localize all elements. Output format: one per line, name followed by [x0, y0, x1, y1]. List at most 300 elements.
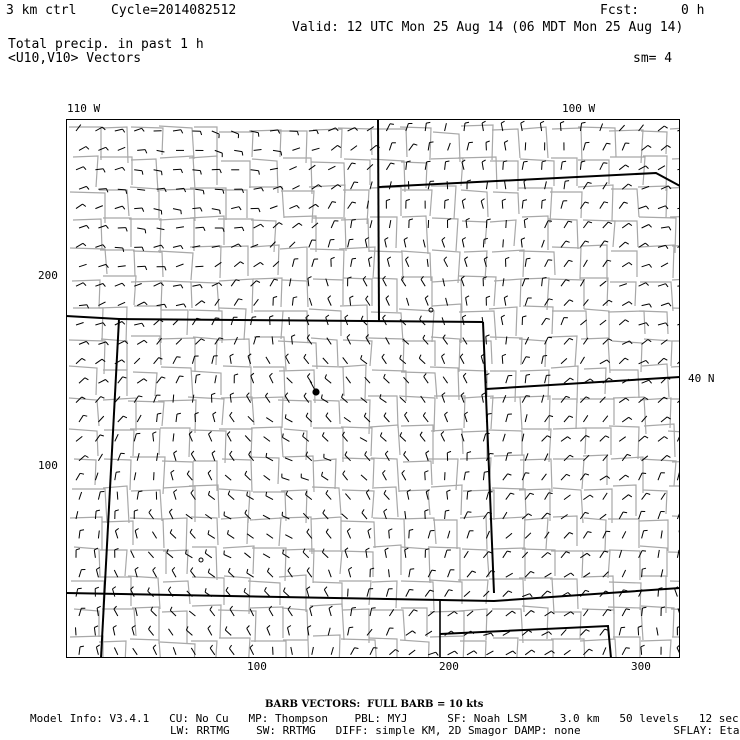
county-border-segment — [459, 311, 496, 340]
wind-barb — [564, 533, 573, 539]
county-border-segment — [192, 577, 224, 605]
wind-barb — [409, 650, 415, 655]
wind-barb — [386, 589, 392, 597]
wind-barb — [154, 245, 164, 248]
wind-barb — [134, 472, 136, 480]
county-border-segment — [311, 338, 338, 366]
wind-barb — [583, 142, 589, 150]
wind-barb — [386, 296, 390, 306]
county-border-segment — [254, 337, 286, 370]
wind-barb — [114, 606, 118, 616]
county-border-segment — [72, 280, 100, 308]
wind-barb — [442, 354, 445, 364]
wind-barb — [230, 606, 234, 616]
wind-barb — [173, 285, 183, 289]
county-border-segment — [103, 398, 136, 431]
wind-barb — [76, 549, 80, 558]
wind-barb — [79, 341, 89, 344]
wind-barb — [443, 377, 448, 384]
county-border-segment — [129, 219, 161, 253]
wind-barb — [76, 436, 82, 441]
wind-barb — [407, 298, 409, 306]
county-border-segment — [431, 429, 463, 454]
wind-barb — [409, 219, 413, 228]
county-border-segment — [608, 607, 643, 640]
wind-barb — [370, 608, 376, 616]
county-border-segment — [313, 279, 343, 305]
border-montana-wyoming-left — [66, 316, 119, 319]
wind-barb — [173, 647, 176, 655]
wind-barb — [98, 147, 108, 150]
county-border-segment — [313, 428, 343, 462]
wind-barb — [464, 122, 469, 131]
wind-barb — [270, 279, 278, 286]
wind-barb — [351, 220, 356, 229]
border-colorado-new-mexico — [66, 588, 680, 601]
county-border-segment — [339, 581, 371, 605]
wind-barb — [467, 491, 472, 500]
county-border-segment — [159, 126, 194, 159]
wind-barb — [114, 648, 117, 655]
county-border-segment — [342, 490, 374, 518]
wind-barb — [321, 395, 328, 403]
wind-barb — [441, 431, 445, 441]
wind-barb — [322, 432, 328, 441]
wind-barb — [506, 257, 510, 266]
wind-barb — [503, 632, 510, 636]
county-border-segment — [309, 185, 345, 217]
x-tick-200: 200 — [439, 660, 459, 673]
county-border-segment — [248, 581, 280, 605]
wind-barb — [603, 339, 612, 345]
county-border-segment — [282, 608, 308, 640]
wind-barb — [622, 531, 626, 538]
wind-barb — [225, 626, 231, 635]
county-border-segment — [642, 364, 669, 397]
wind-barb — [208, 569, 215, 578]
county-border-segment — [253, 492, 286, 521]
wind-barb — [135, 529, 138, 539]
wind-barb — [95, 206, 102, 209]
county-border-segment — [341, 521, 375, 548]
wind-barb — [79, 570, 85, 578]
wind-barb — [542, 278, 547, 287]
wind-barb — [176, 264, 184, 267]
wind-barb — [212, 209, 220, 215]
wind-barb — [386, 124, 394, 131]
wind-barb — [525, 374, 530, 383]
wind-barb — [447, 181, 448, 189]
wind-barb — [208, 626, 212, 636]
wind-barb — [642, 145, 652, 150]
wind-barb — [619, 627, 625, 635]
county-border-segment — [163, 581, 190, 604]
wind-barb — [467, 452, 471, 461]
county-border-segment — [458, 370, 487, 397]
wind-barb — [564, 300, 573, 306]
wind-barb — [445, 550, 451, 558]
wind-barb — [486, 651, 493, 655]
wind-barb — [361, 355, 367, 364]
wind-barb — [205, 514, 212, 519]
wind-barb — [406, 199, 410, 208]
wind-barb — [113, 626, 116, 636]
wind-barb — [506, 493, 515, 500]
wind-barb — [174, 490, 177, 500]
county-border-segment — [74, 547, 100, 577]
wind-barb — [326, 413, 331, 422]
wind-barb — [545, 375, 551, 383]
wind-barb — [505, 181, 506, 189]
county-border-segment — [610, 282, 636, 306]
wind-barb — [254, 337, 260, 345]
wind-barb — [118, 228, 127, 232]
wind-barb — [292, 259, 298, 267]
wind-barb — [134, 247, 143, 251]
wind-barb — [600, 397, 606, 403]
county-border-segment — [131, 490, 162, 521]
wind-barb — [462, 199, 465, 209]
wind-barb — [642, 416, 647, 422]
wind-barb — [186, 550, 193, 558]
wind-barb — [428, 652, 438, 655]
wind-barb — [525, 571, 534, 577]
county-border-segment — [69, 429, 98, 456]
wind-barb — [265, 587, 271, 596]
county-border-segment — [612, 341, 642, 372]
wind-barb — [506, 376, 512, 384]
wind-barb — [76, 397, 85, 403]
wind-barb — [461, 276, 464, 286]
county-border-segment — [224, 576, 250, 614]
wind-barb — [329, 570, 332, 578]
wind-barb — [345, 452, 351, 461]
wind-barb — [215, 375, 217, 383]
county-border-segment — [222, 459, 252, 492]
wind-barb — [176, 227, 184, 228]
county-border-segment — [163, 518, 187, 554]
wind-barb — [208, 491, 214, 500]
wind-barb — [98, 416, 103, 422]
wind-barb — [189, 611, 195, 616]
wind-barb — [289, 242, 295, 248]
county-border-segment — [580, 399, 614, 425]
wind-barb — [481, 199, 484, 209]
wind-barb — [195, 301, 205, 306]
wind-barb — [404, 238, 408, 248]
wind-barb — [503, 239, 504, 247]
county-border-segment — [578, 160, 609, 184]
wind-barb — [483, 633, 493, 636]
county-border-segment — [460, 516, 487, 549]
wind-barb — [98, 380, 108, 384]
wind-barb — [522, 357, 530, 364]
wind-barb — [137, 228, 146, 233]
county-border-segment — [584, 309, 609, 340]
wind-barb — [347, 528, 350, 538]
wind-barb — [443, 335, 448, 345]
wind-barb — [603, 143, 611, 150]
county-border-segment — [524, 518, 548, 549]
wind-barb — [564, 416, 573, 422]
wind-barb — [234, 299, 242, 306]
wind-barb — [642, 340, 652, 345]
wind-barb — [96, 645, 99, 655]
county-border-segment — [249, 130, 281, 157]
wind-barb — [580, 357, 584, 364]
wind-barb — [208, 530, 215, 538]
wind-barb — [464, 472, 469, 480]
wind-barb — [542, 474, 547, 480]
wind-barb — [486, 141, 490, 150]
county-border-segment — [249, 457, 279, 484]
wind-barb — [443, 278, 445, 286]
wind-barb — [312, 148, 320, 150]
county-border-segment — [554, 612, 581, 639]
wind-barb — [118, 377, 127, 383]
wind-barb — [342, 514, 348, 519]
wind-barb — [285, 458, 292, 461]
county-border-segment — [402, 216, 428, 254]
wind-barb — [580, 161, 585, 170]
wind-barb — [250, 609, 254, 616]
model-info-line-1: Model Info: V3.4.1 CU: No Cu MP: Thompson PBL: MYJ SF: Noah LSM 3.0 km 50 levels 12 sec — [30, 712, 739, 725]
wind-barb — [564, 455, 573, 461]
wind-barb — [234, 227, 244, 231]
wind-barb — [153, 645, 157, 655]
wind-barb — [94, 548, 98, 558]
wind-barb — [525, 414, 527, 422]
county-border-segment — [640, 459, 676, 486]
wind-barb — [464, 591, 470, 596]
wind-barb — [225, 475, 231, 480]
wind-barb — [286, 491, 292, 500]
wind-barb — [215, 228, 224, 232]
county-border-segment — [369, 338, 404, 372]
wind-barb — [267, 568, 273, 577]
county-border-segment — [340, 551, 373, 577]
wind-barb — [525, 611, 534, 617]
county-border-segment — [188, 397, 224, 425]
county-border-segment — [610, 370, 639, 398]
wind-barb — [622, 263, 632, 267]
county-border-segment — [553, 488, 583, 523]
wind-barb — [522, 200, 527, 209]
wind-barb — [270, 130, 280, 134]
wind-barb — [658, 397, 667, 402]
county-border-segment — [283, 456, 314, 492]
wind-barb — [603, 647, 606, 654]
county-border-segment — [283, 640, 309, 658]
county-border-segment — [192, 547, 217, 580]
county-border-segment — [313, 129, 342, 158]
wind-barb — [502, 199, 506, 209]
wind-barb — [486, 335, 490, 345]
wind-barb — [423, 335, 428, 344]
wind-barb — [542, 356, 548, 364]
wind-barb — [580, 397, 589, 403]
county-border-segment — [193, 461, 217, 491]
wind-barb — [224, 551, 231, 558]
wind-barb — [173, 130, 183, 134]
county-border-segment — [669, 187, 680, 217]
wind-barb — [583, 495, 593, 500]
wind-barb — [658, 166, 665, 170]
county-border-segment — [608, 519, 639, 548]
county-border-segment — [523, 306, 553, 334]
county-border-segment — [494, 455, 524, 490]
wind-barb — [464, 551, 468, 558]
wind-barb — [384, 509, 387, 519]
wind-barb — [309, 240, 316, 247]
wind-barb — [288, 606, 292, 616]
wind-barb — [270, 373, 274, 383]
wind-barb — [406, 631, 416, 636]
field-title-vectors: <U10,V10> Vectors — [8, 51, 142, 66]
wind-barb — [154, 209, 162, 215]
wind-barb — [327, 338, 331, 345]
county-border-segment — [430, 367, 459, 400]
county-border-segment — [402, 190, 432, 216]
wind-barb — [270, 206, 278, 209]
wind-barb — [98, 454, 102, 461]
wind-barb — [382, 354, 387, 364]
county-border-segment — [282, 549, 314, 583]
wind-barb — [448, 219, 452, 228]
wind-barb — [506, 220, 507, 228]
wind-barb — [247, 534, 254, 539]
county-border-segment — [461, 190, 488, 217]
wind-barb — [368, 529, 371, 539]
county-border-segment — [102, 609, 136, 636]
wind-barb — [134, 208, 144, 212]
wind-barb — [658, 323, 668, 326]
county-border-segment — [253, 278, 282, 307]
county-border-segment — [103, 276, 136, 305]
county-border-segment — [249, 187, 284, 218]
wind-barb — [157, 377, 166, 383]
wind-barb — [322, 549, 328, 558]
wind-barb — [369, 257, 373, 267]
county-border-segment — [160, 189, 195, 221]
wind-barb — [289, 278, 291, 286]
county-border-segment — [489, 517, 525, 548]
wind-barb — [345, 494, 350, 500]
wind-barb — [504, 296, 508, 306]
wind-barb — [137, 189, 145, 190]
wind-barb — [401, 276, 405, 286]
wind-barb — [619, 165, 629, 170]
wind-barb — [542, 436, 551, 442]
wind-barb — [347, 334, 351, 344]
wind-barb — [152, 532, 156, 539]
wind-barb — [658, 437, 668, 442]
wind-barb — [76, 473, 84, 480]
county-border-segment — [219, 638, 250, 658]
wind-barb — [94, 626, 98, 636]
county-border-segment — [223, 546, 254, 574]
county-borders — [69, 125, 680, 658]
wind-barb — [400, 432, 406, 441]
wind-barb — [600, 163, 608, 170]
wind-barb — [447, 490, 451, 500]
wind-barb — [288, 626, 291, 636]
county-border-segment — [250, 518, 281, 546]
wind-barb — [118, 302, 125, 305]
x-tick-300: 300 — [631, 660, 651, 673]
county-border-segment — [519, 640, 553, 658]
county-border-segment — [69, 366, 97, 395]
wind-barb — [564, 338, 573, 344]
county-border-segment — [219, 429, 252, 459]
wind-barb — [190, 529, 195, 538]
wind-barb — [564, 181, 569, 190]
wind-barb — [304, 354, 309, 364]
county-border-segment — [492, 129, 520, 158]
valid-time: Valid: 12 UTC Mon 25 Aug 14 (06 MDT Mon 25 Aug 14) — [292, 20, 684, 35]
wind-barb — [542, 200, 546, 209]
wind-barb — [76, 358, 85, 363]
wind-barb — [385, 548, 389, 558]
county-border-segment — [344, 159, 370, 185]
wind-barb — [661, 493, 665, 500]
wind-barb — [360, 438, 367, 442]
county-border-segment — [670, 127, 680, 155]
county-border-segment — [493, 638, 518, 658]
wind-barb — [76, 627, 77, 635]
wind-barb — [521, 238, 525, 248]
wind-barb — [622, 609, 630, 616]
wind-barb — [502, 354, 506, 364]
wind-barb — [322, 472, 329, 480]
county-border-segment — [283, 158, 312, 194]
county-border-segment — [219, 246, 248, 276]
wind-barb — [349, 567, 352, 577]
wind-barb — [284, 588, 290, 597]
wind-barb — [328, 240, 334, 248]
wind-barb — [254, 150, 262, 151]
wind-barb — [366, 548, 370, 558]
wind-barb — [561, 318, 568, 325]
wind-barb — [134, 358, 140, 364]
wind-barb — [448, 612, 458, 617]
wind-barb — [389, 569, 390, 577]
county-border-segment — [341, 427, 372, 456]
wind-barb — [137, 340, 147, 344]
wind-barb — [118, 266, 126, 267]
wind-barb — [312, 259, 318, 267]
wind-barb — [351, 608, 356, 617]
county-border-segment — [520, 459, 552, 492]
wind-barb — [619, 284, 627, 287]
wind-barb — [503, 474, 512, 480]
wind-barb-map — [66, 119, 680, 658]
wind-barb — [564, 378, 574, 383]
wind-barb — [383, 315, 387, 325]
x-tick-100: 100 — [247, 660, 267, 673]
wind-barb — [622, 495, 632, 500]
wind-barb — [370, 220, 372, 228]
wind-barb — [324, 587, 328, 597]
county-border-segment — [69, 398, 99, 426]
wind-barb — [405, 548, 409, 558]
wind-barb — [351, 146, 357, 151]
wind-barb — [149, 509, 154, 519]
wind-barb — [561, 161, 566, 170]
wind-barb — [542, 591, 551, 597]
wind-barb — [309, 298, 311, 306]
county-border-segment — [583, 220, 615, 247]
